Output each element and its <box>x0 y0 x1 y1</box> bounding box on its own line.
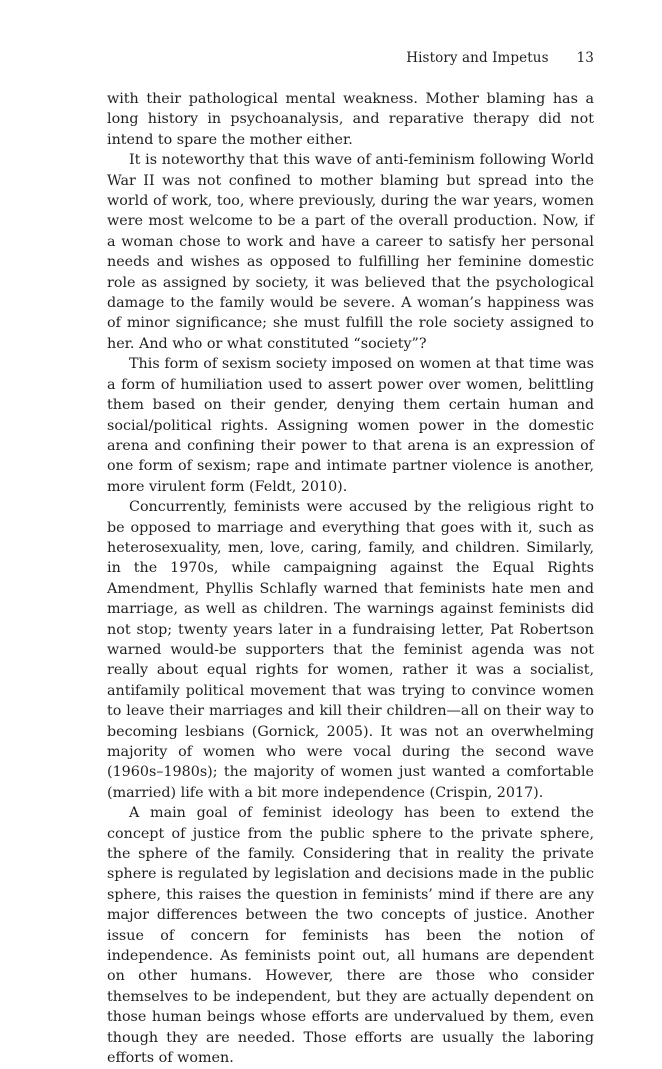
section-title: History and Impetus <box>406 50 549 66</box>
body-text <box>107 89 594 1069</box>
paragraph: Concurrently, feminists were accused by the religious right to be opposed to marriage and everything that goes with it, such as heterosexuality, men, love, caring, family, and children. Similarly, in the 1970s, while campaigning against the Equal Rights Amendment, Phyllis Schlafly warned that feminists hate men and marriage, as well as children. The warnings against feminists did not stop; twenty years later in a fundraising letter, Pat Robertson warned would-be supporters that the feminist agenda was not really about equal rights for women, rather it was a socialist, antifamily political movement that was trying to convince women to leave their marriages and kill their children—all on their way to becoming lesbians (Gornick, 2005). It was not an overwhelming majority of women who were vocal during the second wave (1960s–1980s); the majority of women just wanted a comfortable (married) life with a bit more independence (Crispin, 2017). <box>107 499 594 801</box>
page-number: 13 <box>576 50 594 66</box>
running-header <box>406 50 594 66</box>
paragraph-continued: with their pathological mental weakness. Mother blaming has a long history in psychoanalysis, and reparative therapy did not intend to spare the mother either. <box>107 91 594 148</box>
paragraph: It is noteworthy that this wave of anti-feminism following World War II was not confined to mother blaming but spread into the world of work, too, where previously, during the war years, women were most welcome to be a part of the overall production. Now, if a woman chose to work and have a career to satisfy her personal needs and wishes as opposed to fulfilling her feminine domestic role as assigned by society, it was believed that the psychological damage to the family would be severe. A woman’s happiness was of minor significance; she must fulfill the role society assigned to her. And who or what constituted “society”? <box>107 152 594 352</box>
paragraph: This form of sexism society imposed on women at that time was a form of humiliation used to assert power over women, belittling them based on their gender, denying them certain human and social/political rights. Assigning women power in the domestic arena and confining their power to that arena is an expression of one form of sexism; rape and intimate partner violence is another, more virulent form (Feldt, 2010). <box>107 356 594 495</box>
paragraph: A main goal of feminist ideology has been to extend the concept of justice from the public sphere to the private sphere, the sphere of the family. Considering that in reality the private sphere is regulated by legislation and decisions made in the public sphere, this raises the question in feminists’ mind if there are any major differences between the two concepts of justice. Another issue of concern for feminists has been the notion of independence. As feminists point out, all humans are dependent on other humans. However, there are those who consider themselves to be independent, but they are actually dependent on those human beings whose efforts are undervalued by them, even though they are needed. Those efforts are usually the laboring efforts of women. <box>107 805 594 1067</box>
